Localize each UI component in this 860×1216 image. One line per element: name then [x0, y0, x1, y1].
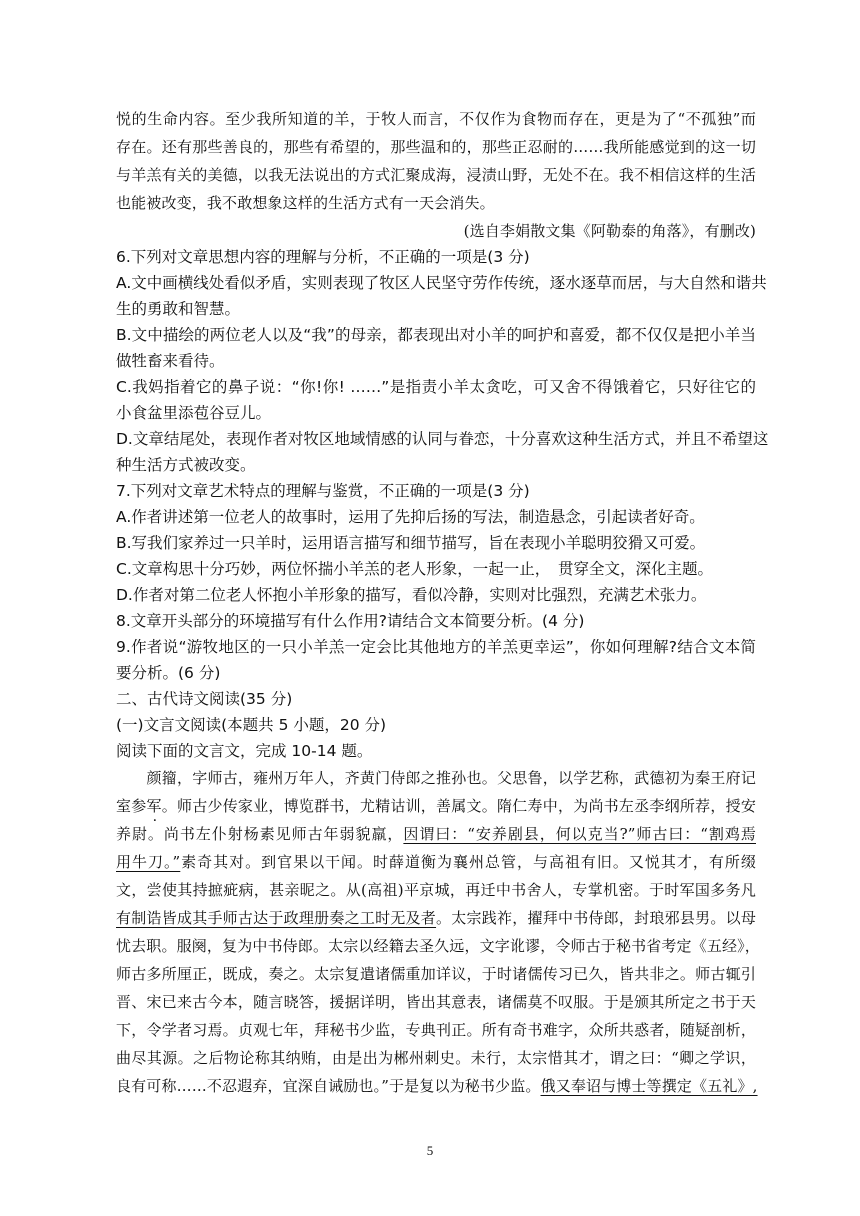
subsection-heading: (一)文言文阅读(本题共 5 小题，20 分) [116, 716, 387, 734]
classical-line: 颜籀，字师古，雍州万年人，齐黄门侍郎之推孙也。父思鲁，以学艺称，武德初为秦王府记 [116, 769, 756, 787]
emphasis-dot-char: 军 [146, 797, 162, 815]
underlined-sentence: 用牛刀。” [116, 853, 181, 871]
q6-option-b: B.文中描绘的两位老人以及“我”的母亲，都表现出对小羊的呵护和喜爱，都不仅仅是把小羊当 [116, 326, 756, 344]
q6-option-a: A.文中画横线处看似矛盾，实则表现了牧区人民坚守劳作传统，逐水逐草而居，与大自然和谐共 [116, 274, 767, 292]
q7-option-a: A.作者讲述第一位老人的故事时，运用了先抑后扬的写法，制造悬念，引起读者好奇。 [116, 508, 705, 526]
essay-source: (选自李娟散文集《阿勒泰的角落》，有删改) [463, 222, 756, 240]
q6-option-b-cont: 做牲畜来看待。 [116, 352, 225, 370]
section-heading: 二、古代诗文阅读(35 分) [116, 690, 293, 708]
underlined-sentence: 俄又奉诏与博士等撰定《五礼》, [540, 1077, 758, 1095]
q6-option-a-cont: 生的勇敢和智慧。 [116, 300, 241, 318]
essay-line: 也能被改变，我不敢想象这样的生活方式有一天会消失。 [116, 194, 495, 212]
question-7-stem: 7.下列对文章艺术特点的理解与鉴赏，不正确的一项是(3 分) [116, 482, 530, 500]
question-9: 9.作者说“游牧地区的一只小羊羔一定会比其他地方的羊羔更幸运”，你如何理解?结合文本简 [116, 638, 756, 656]
classical-line: 有制诰皆成其手师古达于政理册奏之工时无及者。太宗践祚，擢拜中书侍郎，封琅邪县男。以母 [116, 909, 756, 927]
essay-line: 与羊羔有关的美德，以我无法说出的方式汇聚成海，浸渍山野，无处不在。我不相信这样的生活 [116, 166, 756, 184]
q6-option-c: C.我妈指着它的鼻子说：“你!你! ……”是指责小羊太贪吃，可又舍不得饿着它，只好往它的 [116, 378, 756, 396]
classical-line: 文，尝使其持摭疵病，甚亲昵之。从(高祖)平京城，再迁中书舍人，专掌机密。于时军国多务凡 [116, 881, 756, 899]
classical-line: 师古多所厘正，既成，奏之。太宗复遣诸儒重加详议，于时诸儒传习已久，皆共非之。师古辄引 [116, 965, 756, 983]
underlined-punctuation-task: 有制诰皆成其手师古达于政理册奏之工时无及者 [116, 909, 437, 927]
classical-line: 室参军。师古少传家业，博览群书，尤精诂训，善属文。隋仁寿中，为尚书左丞李纲所荐，授安 [116, 797, 756, 815]
classical-line: 晋、宋已来古今本，随言晓答，援据详明，皆出其意表，诸儒莫不叹服。于是颁其所定之书于天 [116, 993, 756, 1011]
question-9-cont: 要分析。(6 分) [116, 664, 221, 682]
classical-line: 良有可称……不忍遐弃，宜深自诫励也。”于是复以为秘书少监。俄又奉诏与博士等撰定《五礼》, [116, 1077, 758, 1095]
q7-option-c: C.文章构思十分巧妙，两位怀揣小羊羔的老人形象，一起一止， 贯穿全文，深化主题。 [116, 560, 714, 578]
essay-line: 悦的生命内容。至少我所知道的羊，于牧人而言，不仅作为食物而存在，更是为了“不孤独”而 [116, 110, 756, 128]
q7-option-d: D.作者对第二位老人怀抱小羊形象的描写，看似冷静，实则对比强烈，充满艺术张力。 [116, 586, 707, 604]
question-6-stem: 6.下列对文章思想内容的理解与分析，不正确的一项是(3 分) [116, 248, 530, 266]
classical-line: 用牛刀。”素奇其对。到官果以干闻。时薛道衡为襄州总管，与高祖有旧。又悦其才，有所缀 [116, 853, 757, 871]
classical-line: 忧去职。服阕，复为中书侍郎。太宗以经籍去圣久远，文字讹谬，令师古于秘书省考定《五经》， [116, 937, 760, 955]
classical-line: 下，令学者习焉。贞观七年，拜秘书少监，专典刊正。所有奇书难字，众所共惑者，随疑剖析， [116, 1021, 756, 1039]
q7-option-b: B.写我们家养过一只羊时，运用语言描写和细节描写，旨在表现小羊聪明狡猾又可爱。 [116, 534, 706, 552]
page-number: 5 [426, 1143, 434, 1158]
q6-option-c-cont: 小食盆里添苞谷豆儿。 [116, 404, 272, 422]
underlined-sentence: 因谓曰：“安养剧县，何以克当?”师古曰：“割鸡焉 [403, 825, 756, 843]
classical-line: 曲尽其源。之后物论称其纳贿，由是出为郴州刺史。未行，太宗惜其才，谓之曰：“卿之学识， [116, 1049, 756, 1067]
q6-option-d-cont: 种生活方式被改变。 [116, 456, 256, 474]
question-8: 8.文章开头部分的环境描写有什么作用?请结合文本简要分析。(4 分) [116, 612, 585, 630]
classical-line: 养尉。尚书左仆射杨素见师古年弱貌羸，因谓曰：“安养剧县，何以克当?”师古曰：“割鸡焉 [116, 825, 756, 843]
essay-line: 存在。还有那些善良的，那些有希望的，那些温和的，那些正忍耐的……我所能感觉到的这一切 [116, 138, 756, 156]
q6-option-d: D.文章结尾处，表现作者对牧区地域情感的认同与眷恋，十分喜欢这种生活方式，并且不希望这 [116, 430, 769, 448]
reading-instruction: 阅读下面的文言文，完成 10-14 题。 [116, 742, 373, 760]
